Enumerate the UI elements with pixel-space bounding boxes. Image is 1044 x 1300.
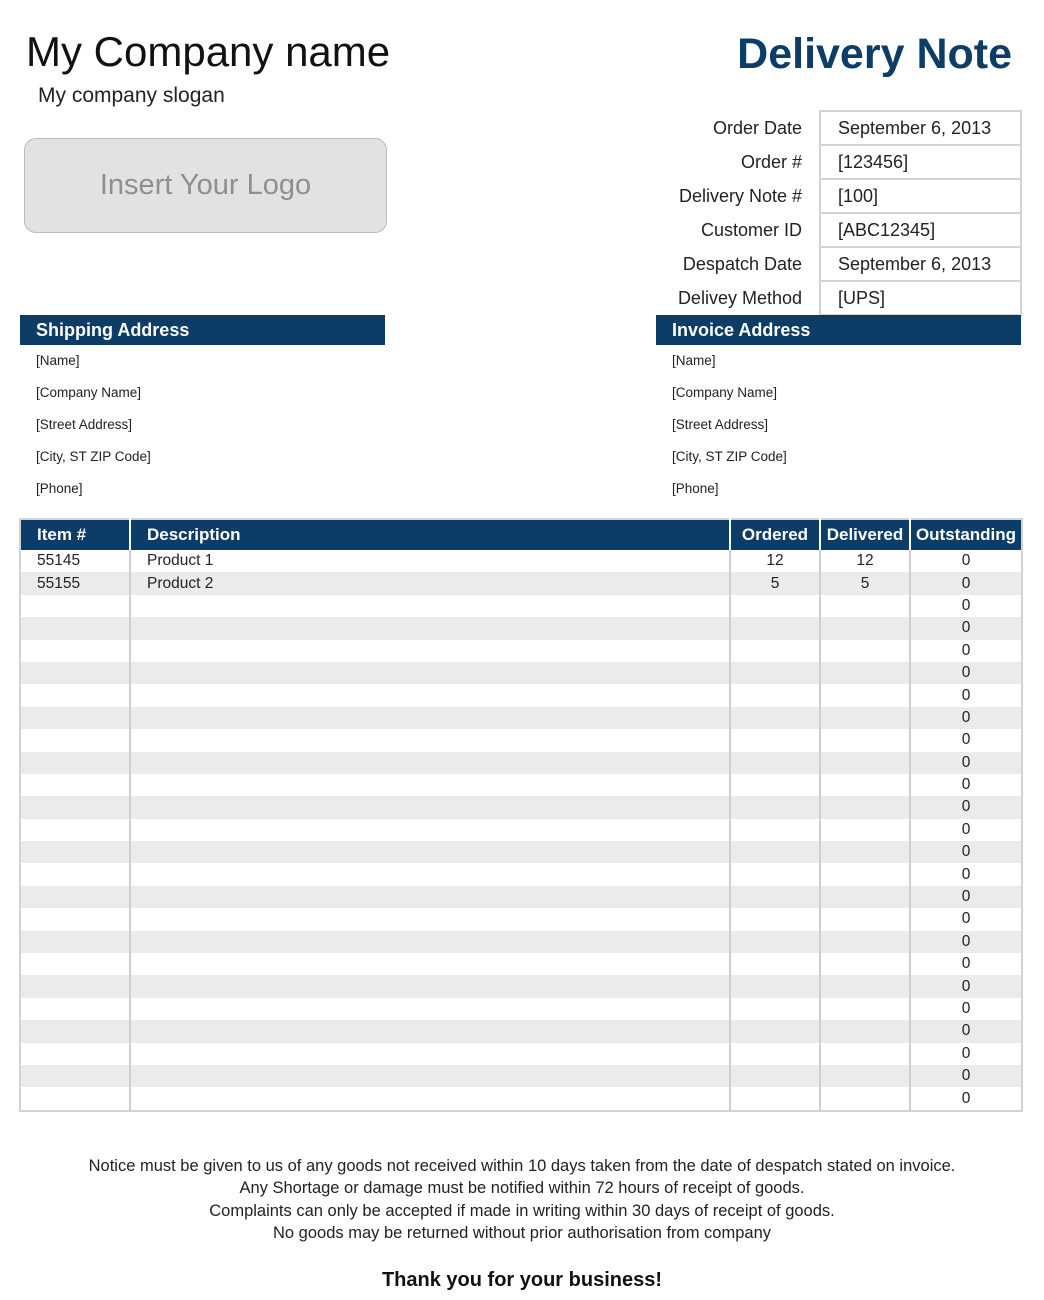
delivered-cell[interactable] [820, 931, 910, 953]
item-number-cell[interactable] [20, 819, 130, 841]
ordered-cell[interactable] [730, 886, 820, 908]
item-number-cell[interactable] [20, 1020, 130, 1042]
table-row [20, 841, 1022, 863]
ordered-cell[interactable] [730, 684, 820, 706]
description-cell[interactable] [130, 640, 730, 662]
description-cell[interactable] [130, 729, 730, 751]
ordered-cell[interactable] [730, 1043, 820, 1065]
table-row [20, 886, 1022, 908]
item-number-cell[interactable] [20, 863, 130, 885]
description-cell[interactable] [130, 752, 730, 774]
table-row [20, 707, 1022, 729]
order-number-value[interactable]: [123456] [820, 145, 1021, 179]
outstanding-cell[interactable]: 0 [910, 662, 1022, 684]
item-number-cell[interactable] [20, 684, 130, 706]
ordered-cell[interactable] [730, 975, 820, 997]
ordered-cell[interactable] [730, 908, 820, 930]
invoice-company-name[interactable]: [Company Name] [672, 385, 778, 400]
table-row [20, 863, 1022, 885]
ordered-cell[interactable] [730, 752, 820, 774]
order-number-label: Order # [740, 151, 802, 172]
outstanding-cell[interactable]: 0 [910, 684, 1022, 706]
delivered-cell[interactable] [820, 975, 910, 997]
outstanding-cell[interactable]: 0 [910, 953, 1022, 975]
description-cell[interactable] [130, 1020, 730, 1042]
delivery-method-label: Delivey Method [677, 287, 802, 308]
ordered-cell[interactable] [730, 640, 820, 662]
table-row [20, 1087, 1022, 1110]
ordered-cell[interactable] [730, 1087, 820, 1110]
customer-id-value[interactable]: [ABC12345] [820, 213, 1021, 247]
item-number-cell[interactable] [20, 886, 130, 908]
order-date-value[interactable]: September 6, 2013 [820, 111, 1021, 145]
delivered-cell[interactable]: 5 [820, 572, 910, 594]
delivered-cell[interactable] [820, 617, 910, 639]
thank-you-message: Thank you for your business! [381, 1269, 663, 1291]
delivered-cell[interactable] [820, 640, 910, 662]
company-slogan: My company slogan [38, 84, 225, 107]
order-date-label: Order Date [712, 117, 802, 138]
item-number-cell[interactable] [20, 595, 130, 617]
delivered-cell[interactable] [820, 729, 910, 751]
description-cell[interactable] [130, 617, 730, 639]
description-cell[interactable] [130, 819, 730, 841]
description-cell[interactable]: Product 2 [130, 572, 730, 594]
description-cell[interactable] [130, 796, 730, 818]
item-number-cell[interactable] [20, 617, 130, 639]
despatch-date-row [640, 247, 1021, 281]
ordered-cell[interactable] [730, 1020, 820, 1042]
description-cell[interactable]: Product 1 [130, 550, 730, 572]
delivered-cell[interactable] [820, 662, 910, 684]
outstanding-cell[interactable]: 0 [910, 1065, 1022, 1087]
item-number-cell[interactable] [20, 1065, 130, 1087]
delivered-cell[interactable]: 12 [820, 550, 910, 572]
document-title: Delivery Note [737, 30, 1012, 78]
item-number-cell[interactable] [20, 774, 130, 796]
table-row [20, 819, 1022, 841]
table-row [20, 1020, 1022, 1042]
table-row [20, 729, 1022, 751]
shipping-address-block [20, 315, 385, 505]
table-row [20, 931, 1022, 953]
invoice-name[interactable]: [Name] [672, 353, 716, 368]
notice-line: Notice must be given to us of any goods not received within 10 days taken from the date of despatch stated on invoice. [88, 1157, 956, 1175]
item-number-cell[interactable] [20, 640, 130, 662]
table-row [20, 595, 1022, 617]
outstanding-cell[interactable]: 0 [910, 617, 1022, 639]
ordered-cell[interactable] [730, 1065, 820, 1087]
description-cell[interactable] [130, 975, 730, 997]
outstanding-cell[interactable]: 0 [910, 998, 1022, 1020]
delivered-cell[interactable] [820, 796, 910, 818]
delivered-cell[interactable] [820, 908, 910, 930]
description-cell[interactable] [130, 684, 730, 706]
item-number-cell[interactable] [20, 752, 130, 774]
company-name: My Company name [26, 28, 391, 75]
table-row [20, 908, 1022, 930]
outstanding-cell[interactable]: 0 [910, 640, 1022, 662]
item-number-cell[interactable] [20, 796, 130, 818]
column-header-description: Description [130, 519, 730, 550]
shipping-company-name[interactable]: [Company Name] [36, 385, 142, 400]
item-number-cell[interactable] [20, 1043, 130, 1065]
delivery-method-value[interactable]: [UPS] [820, 281, 1021, 315]
ordered-cell[interactable] [730, 863, 820, 885]
table-row [20, 684, 1022, 706]
notice-line: Any Shortage or damage must be notified within 72 hours of receipt of goods. [239, 1179, 805, 1198]
items-table [19, 518, 1023, 1112]
delivered-cell[interactable] [820, 998, 910, 1020]
ordered-cell[interactable] [730, 662, 820, 684]
logo-placeholder[interactable]: Insert Your Logo [24, 138, 387, 233]
item-number-cell[interactable] [20, 707, 130, 729]
outstanding-cell[interactable]: 0 [910, 908, 1022, 930]
column-header-ordered: Ordered [730, 519, 820, 550]
outstanding-cell[interactable]: 0 [910, 572, 1022, 594]
invoice-address-header: Invoice Address [656, 315, 1021, 345]
delivered-cell[interactable] [820, 819, 910, 841]
outstanding-cell[interactable]: 0 [910, 752, 1022, 774]
ordered-cell[interactable] [730, 617, 820, 639]
delivered-cell[interactable] [820, 1065, 910, 1087]
description-cell[interactable] [130, 1087, 730, 1110]
outstanding-cell[interactable]: 0 [910, 550, 1022, 572]
description-cell[interactable] [130, 841, 730, 863]
outstanding-cell[interactable]: 0 [910, 819, 1022, 841]
delivered-cell[interactable] [820, 595, 910, 617]
table-row [20, 752, 1022, 774]
item-number-cell[interactable] [20, 931, 130, 953]
outstanding-cell[interactable]: 0 [910, 774, 1022, 796]
table-row [20, 796, 1022, 818]
customer-id-row [640, 213, 1021, 247]
delivered-cell[interactable] [820, 684, 910, 706]
ordered-cell[interactable] [730, 953, 820, 975]
table-row [20, 975, 1022, 997]
item-number-cell[interactable] [20, 662, 130, 684]
column-header-delivered: Delivered [820, 519, 910, 550]
delivery-method-row [640, 281, 1021, 315]
outstanding-cell[interactable]: 0 [910, 863, 1022, 885]
item-number-cell[interactable] [20, 729, 130, 751]
outstanding-cell[interactable]: 0 [910, 1020, 1022, 1042]
delivery-note-number-value[interactable]: [100] [820, 179, 1021, 213]
delivered-cell[interactable] [820, 1043, 910, 1065]
order-date-row [640, 111, 1021, 145]
table-row [20, 1065, 1022, 1087]
table-row [20, 640, 1022, 662]
customer-id-label: Customer ID [700, 219, 802, 240]
delivered-cell[interactable] [820, 841, 910, 863]
description-cell[interactable] [130, 886, 730, 908]
despatch-date-value[interactable]: September 6, 2013 [820, 247, 1021, 281]
ordered-cell[interactable] [730, 819, 820, 841]
description-cell[interactable] [130, 908, 730, 930]
shipping-phone[interactable]: [Phone] [36, 481, 83, 496]
table-row [20, 662, 1022, 684]
description-cell[interactable] [130, 931, 730, 953]
shipping-city-state-zip[interactable]: [City, ST ZIP Code] [36, 449, 151, 464]
item-number-cell[interactable] [20, 975, 130, 997]
description-cell[interactable] [130, 707, 730, 729]
invoice-city-state-zip[interactable]: [City, ST ZIP Code] [672, 449, 787, 464]
item-number-cell[interactable]: 55155 [20, 572, 130, 594]
invoice-phone[interactable]: [Phone] [672, 481, 719, 496]
table-row [20, 953, 1022, 975]
delivered-cell[interactable] [820, 1087, 910, 1110]
delivered-cell[interactable] [820, 863, 910, 885]
ordered-cell[interactable] [730, 796, 820, 818]
description-cell[interactable] [130, 953, 730, 975]
description-cell[interactable] [130, 595, 730, 617]
delivered-cell[interactable] [820, 886, 910, 908]
description-cell[interactable] [130, 998, 730, 1020]
outstanding-cell[interactable]: 0 [910, 886, 1022, 908]
delivered-cell[interactable] [820, 1020, 910, 1042]
order-info-table [640, 110, 1022, 316]
table-row [20, 572, 1022, 594]
outstanding-cell[interactable]: 0 [910, 729, 1022, 751]
item-number-cell[interactable] [20, 953, 130, 975]
table-row [20, 617, 1022, 639]
despatch-date-label: Despatch Date [682, 253, 802, 274]
delivery-note-number-row [640, 179, 1021, 213]
outstanding-cell[interactable]: 0 [910, 595, 1022, 617]
ordered-cell[interactable] [730, 729, 820, 751]
outstanding-cell[interactable]: 0 [910, 707, 1022, 729]
delivered-cell[interactable] [820, 774, 910, 796]
column-header-item-number: Item # [20, 519, 130, 550]
outstanding-cell[interactable]: 0 [910, 796, 1022, 818]
ordered-cell[interactable] [730, 931, 820, 953]
item-number-cell[interactable] [20, 1087, 130, 1110]
ordered-cell[interactable] [730, 774, 820, 796]
notice-line: Complaints can only be accepted if made in writing within 30 days of receipt of goods. [209, 1201, 835, 1220]
ordered-cell[interactable]: 12 [730, 550, 820, 572]
shipping-street-address[interactable]: [Street Address] [36, 417, 133, 432]
item-number-cell[interactable]: 55145 [37, 552, 81, 570]
table-row [20, 774, 1022, 796]
invoice-street-address[interactable]: [Street Address] [672, 417, 769, 432]
description-cell[interactable] [130, 1043, 730, 1065]
outstanding-cell[interactable]: 0 [910, 931, 1022, 953]
invoice-address-block [656, 315, 1021, 505]
item-number-cell[interactable] [20, 998, 130, 1020]
column-header-outstanding: Outstanding [910, 519, 1022, 550]
shipping-address-header: Shipping Address [20, 315, 385, 345]
item-number-cell[interactable] [20, 908, 130, 930]
items-header-row [20, 519, 1022, 550]
ordered-cell[interactable] [730, 595, 820, 617]
table-row [20, 550, 1022, 572]
outstanding-cell[interactable]: 0 [910, 975, 1022, 997]
delivery-note-number-label: Delivery Note # [678, 185, 802, 206]
description-cell[interactable] [130, 863, 730, 885]
delivered-cell[interactable] [820, 752, 910, 774]
table-row [20, 998, 1022, 1020]
table-row [20, 1043, 1022, 1065]
description-cell[interactable] [130, 774, 730, 796]
notices-block [0, 1155, 1044, 1245]
order-number-row [640, 145, 1021, 179]
outstanding-cell[interactable]: 0 [910, 1043, 1022, 1065]
item-number-cell[interactable] [20, 841, 130, 863]
notice-line: No goods may be returned without prior authorisation from company [272, 1224, 771, 1243]
description-cell[interactable] [130, 1065, 730, 1087]
delivered-cell[interactable] [820, 953, 910, 975]
ordered-cell[interactable] [730, 841, 820, 863]
shipping-name[interactable]: [Name] [36, 353, 80, 368]
description-cell[interactable] [130, 662, 730, 684]
outstanding-cell[interactable]: 0 [910, 1087, 1022, 1110]
ordered-cell[interactable]: 5 [730, 572, 820, 594]
ordered-cell[interactable] [730, 707, 820, 729]
delivered-cell[interactable] [820, 707, 910, 729]
ordered-cell[interactable] [730, 998, 820, 1020]
outstanding-cell[interactable]: 0 [910, 841, 1022, 863]
